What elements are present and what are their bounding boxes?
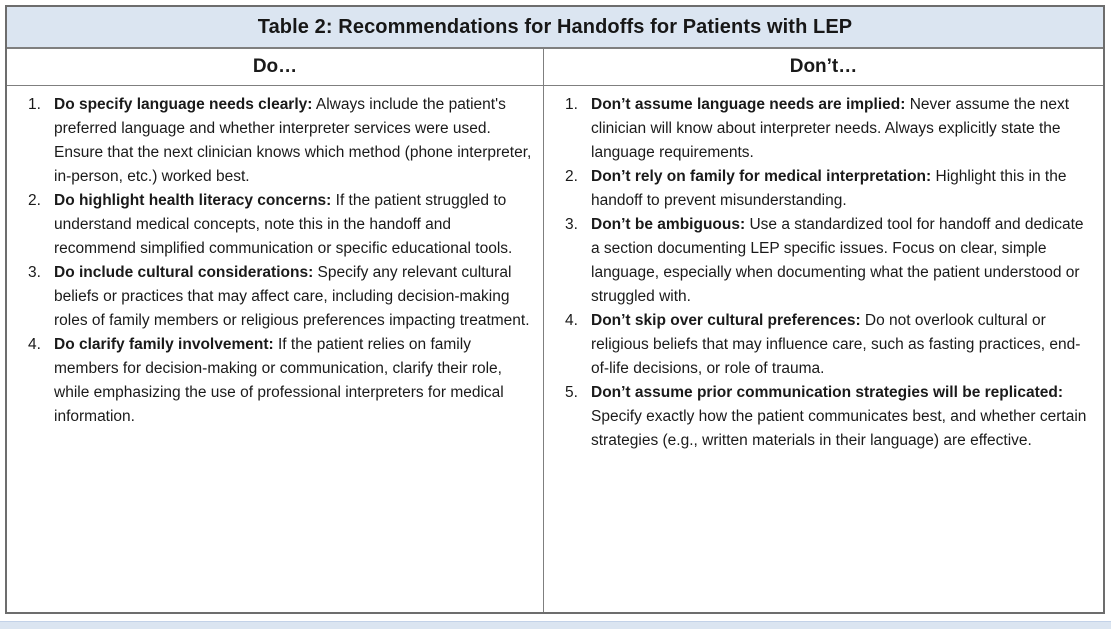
item-text: Do specify language needs clearly: Always include the patient's preferred language and whether interpreter services were used. Ensure that the next clinician knows which method (phone interpreter, in-person, etc.) worked best. [54,96,532,185]
column-header-dont: Don’t… [789,56,858,77]
item-number: 2. [565,168,578,185]
dont-list [544,93,1103,453]
table-body-row [7,86,1103,612]
list-item [544,309,1103,381]
item-text: Don’t skip over cultural preferences: Do not overlook cultural or religious beliefs that may influence care, such as fasting practices, end-of-life decisions, or role of trauma. [591,312,1081,377]
list-item [7,333,543,429]
list-item [7,189,543,261]
table-title: Table 2: Recommendations for Handoffs for Patients with LEP [257,15,853,38]
item-number: 2. [28,192,41,209]
dont-column-cell [544,86,1103,612]
item-number: 4. [28,336,41,353]
do-list [7,93,543,429]
column-header-do: Do… [7,49,544,85]
item-number: 1. [565,96,578,113]
item-text: Don’t assume language needs are implied: Never assume the next clinician will know about interpreter needs. Always explicitly state the language requirements. [591,96,1070,161]
item-text: Don’t assume prior communication strategies will be replicated: Specify exactly how the patient communicates best, and whether certain strategies (e.g., written materials in their language) are effective. [591,384,1087,449]
item-text: Do include cultural considerations: Specify any relevant cultural beliefs or practices that may affect care, including decision-making roles of family members or religious preferences impacting treatment. [54,264,530,329]
list-item [544,213,1103,309]
item-number: 3. [28,264,41,281]
item-text: Don’t rely on family for medical interpretation: Highlight this in the handoff to prevent misunderstanding. [591,168,1067,209]
item-number: 1. [28,96,41,113]
list-item [544,165,1103,213]
table-title-row [7,7,1103,49]
do-column-cell [7,86,544,612]
list-item [7,261,543,333]
item-text: Do clarify family involvement: If the patient relies on family members for decision-making or communication, clarify their role, while emphasizing the use of professional interpreters for medical information. [54,336,504,425]
item-text: Do highlight health literacy concerns: If the patient struggled to understand medical concepts, note this in the handoff and recommend simplified communication or specific educational tools. [54,192,513,257]
item-number: 5. [565,384,578,401]
list-item [544,381,1103,453]
list-item [7,93,543,189]
list-item [544,93,1103,165]
bottom-page-strip [0,621,1111,629]
item-number: 3. [565,216,578,233]
item-number: 4. [565,312,578,329]
table-header-row [7,49,1103,86]
recommendations-table [5,5,1105,614]
item-text: Don’t be ambiguous: Use a standardized tool for handoff and dedicate a section documenting LEP specific issues. Focus on clear, simple language, especially when documenting what the patient understood or struggled with. [591,216,1084,305]
